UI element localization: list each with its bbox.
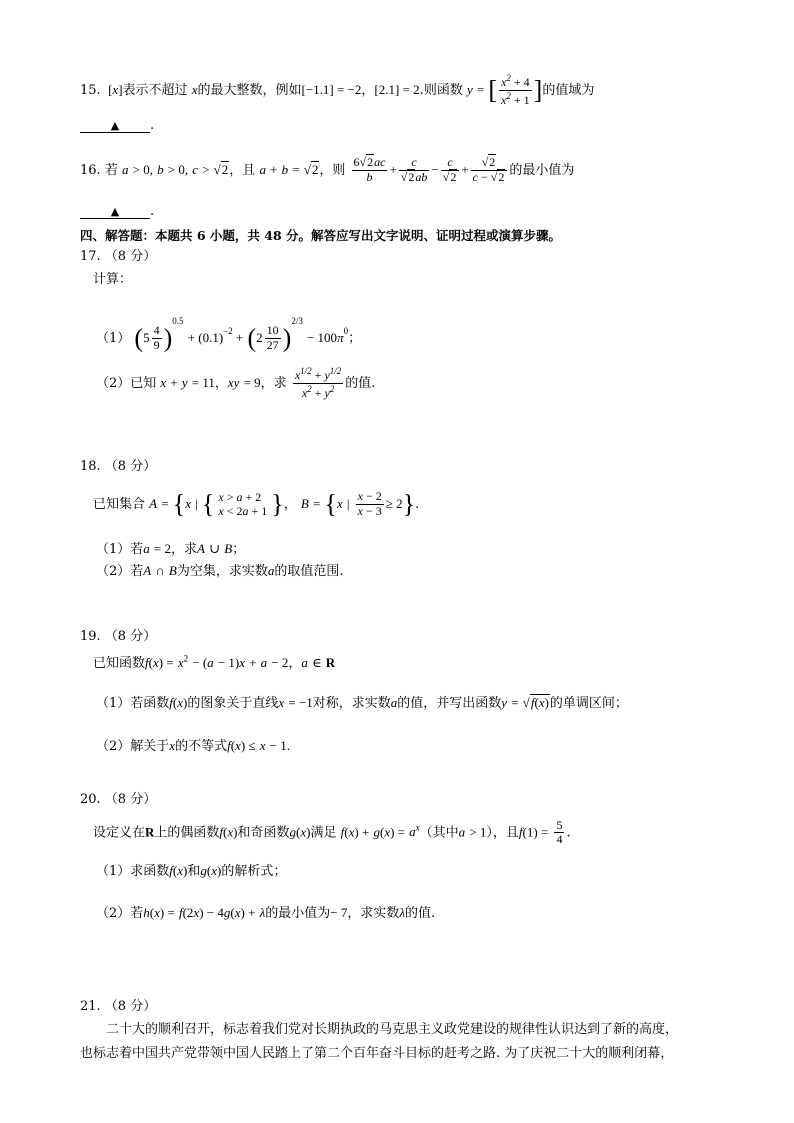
fraction: $\frac{10}{27}$ bbox=[266, 323, 279, 352]
part-label: （2）若 bbox=[96, 906, 144, 921]
question-15: 15. [x]表示不超过 x的最大整数，例如[−1.1] = −2，[2.1] = 2.则函数 y = [ $\frac{x^2 + 4}{x^2 + 1}$ ]的值域为 bbox=[80, 73, 595, 107]
question-21-head: 21. （8 分） bbox=[80, 999, 157, 1014]
math-expression: y bbox=[466, 82, 473, 97]
math-expression: a bbox=[121, 162, 129, 177]
question-19-intro: 已知函数$f(x) = x^2 - (a - 1)x + a - 2$，a ∈ R bbox=[93, 653, 336, 671]
question-text: （其中 bbox=[419, 825, 459, 841]
question-text: 和 bbox=[187, 864, 201, 879]
question-text: 的最小值为 bbox=[265, 906, 331, 921]
question-text: 和奇函数 bbox=[237, 825, 290, 841]
question-17-part-2: （2）已知 x + y = 11，xy = 9，求 $\frac{x^{1/2} + y^{1/2}}{x^2 + y^2}$ 的值. bbox=[96, 366, 376, 400]
question-17-intro: 计算： bbox=[93, 272, 133, 287]
part-label: （1）若 bbox=[96, 542, 144, 557]
question-text: 的值. bbox=[345, 376, 376, 391]
question-text: 的值. bbox=[404, 906, 436, 921]
question-19-head: 19. （8 分） bbox=[80, 629, 157, 644]
math-expression: x bbox=[112, 82, 119, 97]
question-text: 的不等式 bbox=[175, 739, 228, 754]
question-text: 则 bbox=[332, 163, 346, 178]
answer-blank[interactable]: ▲ . bbox=[80, 118, 154, 133]
question-text: 满足 bbox=[310, 825, 337, 841]
part-label: （1）求函数 bbox=[96, 864, 170, 879]
question-text: ），且 bbox=[486, 825, 519, 841]
question-text: 的值域为 bbox=[542, 83, 595, 98]
fraction: $\frac{√2}{c - √2}$ bbox=[471, 156, 508, 185]
section-heading: 四、解答题：本题共 6 小题，共 48 分。解答应写出文字说明、证明过程或演算步骤。 bbox=[80, 228, 562, 243]
math-expression: ] bbox=[118, 82, 123, 97]
answer-blank[interactable]: ▲ . bbox=[80, 204, 154, 219]
fraction: $\frac{4}{9}$ bbox=[153, 323, 160, 352]
question-18-head: 18. （8 分） bbox=[80, 459, 157, 474]
triangle-icon: ▲ bbox=[110, 119, 120, 132]
inequality-system: x > a + 2 x < 2a + 1 bbox=[218, 489, 268, 518]
part-label: （1） bbox=[96, 331, 131, 346]
question-number: 16. bbox=[80, 163, 101, 178]
math-expression: [ bbox=[104, 82, 113, 97]
math-example: [−1.1] = −2 bbox=[301, 82, 362, 97]
question-20-intro: 设定义在R上的偶函数f(x)和奇函数g(x)满足 $f(x) + g(x) = a^x$（其中a > 1），且f(1) = $\frac{5}{4}$ . bbox=[93, 817, 571, 847]
question-text: 的单调区间； bbox=[549, 696, 628, 711]
question-21-line-2: 也标志着中国共产党带领中国人民踏上了第二个百年奋斗目标的赶考之路. 为了庆祝二十大的顺利闭幕， bbox=[80, 1046, 674, 1061]
question-text: 若 bbox=[104, 163, 118, 178]
fraction: $\frac{c}{√2ab}$ bbox=[400, 155, 428, 184]
question-16: 16. 若 a > 0, b > 0, c > √2，且 a + b = √2，则 $\frac{6√2ac}{b}$ + $\frac{c}{√2ab}$ − $\frac{c}{√2}$ + $\frac{√2}{c - √2}$ 的最小值为 bbox=[80, 155, 575, 184]
question-text: 的取值范围. bbox=[274, 564, 344, 579]
part-label: （2）解关于 bbox=[96, 739, 170, 754]
question-text: 对称，求实数 bbox=[312, 696, 391, 711]
part-label: （2）若 bbox=[96, 564, 144, 579]
fraction: $\frac{x^{1/2} + y^{1/2}}{x^2 + y^2}$ bbox=[294, 366, 342, 400]
question-17-head: 17. （8 分） bbox=[80, 249, 157, 264]
fraction: $\frac{x^2 + 4}{x^2 + 1}$ bbox=[501, 73, 530, 107]
question-text: 的值，并写出函数 bbox=[397, 696, 502, 711]
question-text: 的最小值为 bbox=[509, 163, 575, 178]
triangle-icon: ▲ bbox=[110, 205, 120, 218]
question-20-head: 20. （8 分） bbox=[80, 792, 157, 807]
question-text: 表示不超过 bbox=[122, 83, 188, 98]
part-label: （2）已知 bbox=[96, 376, 157, 391]
question-17-part-1: （1） (5 $\frac{4}{9}$ )$^{0.5} + (0.1)^{-2} + (2$ $\frac{10}{27}$ )$^{2/3} - 100\pi^0$； bbox=[96, 316, 362, 353]
question-18-part-2: （2）若A ∩ B为空集，求实数a的取值范围. bbox=[96, 563, 344, 579]
question-20-part-1: （1）求函数f(x)和g(x)的解析式； bbox=[96, 863, 287, 879]
question-19-part-1: （1）若函数f(x)的图象关于直线x = −1对称，求实数a的值，并写出函数y = √f(x)的单调区间； bbox=[96, 695, 628, 711]
question-20-part-2: （2）若h(x) = f(2x) − 4g(x) + λ的最小值为− 7，求实数λ的值. bbox=[96, 905, 436, 921]
question-text: 的图象关于直线 bbox=[187, 696, 279, 711]
question-text: 且 bbox=[242, 163, 256, 178]
question-text: 求 bbox=[273, 376, 287, 391]
question-text: 已知集合 bbox=[93, 497, 146, 512]
math-expression: x bbox=[191, 82, 198, 97]
part-label: （1）若函数 bbox=[96, 696, 170, 711]
question-text: ，求实数 bbox=[347, 906, 400, 921]
math-example: [2.1] = 2 bbox=[374, 82, 420, 97]
fraction: $\frac{5}{4}$ bbox=[556, 817, 563, 847]
question-text: 为空集，求实数 bbox=[176, 564, 268, 579]
question-text: 求 bbox=[184, 542, 198, 557]
question-18-part-1: （1）若a = 2，求A ∪ B； bbox=[96, 541, 246, 557]
question-text: 则函数 bbox=[423, 83, 463, 98]
question-text: 上的偶函数 bbox=[154, 825, 220, 841]
question-text: 已知函数 bbox=[93, 656, 146, 671]
question-text: 的解析式； bbox=[221, 864, 287, 879]
question-18-intro: 已知集合 A = {x | { x > a + 2 x < 2a + 1 }， B = {x | $\frac{x - 2}{x - 3}$ ≥ 2}. bbox=[93, 489, 420, 519]
question-number: 15. bbox=[80, 83, 101, 98]
question-text: 的最大整数，例如 bbox=[197, 83, 302, 98]
fraction: $\frac{6√2ac}{b}$ bbox=[353, 155, 386, 184]
fraction: $\frac{x - 2}{x - 3}$ bbox=[357, 489, 382, 518]
question-19-part-2: （2）解关于x的不等式f(x) ≤ x − 1. bbox=[96, 738, 290, 754]
fraction: $\frac{c}{√2}$ bbox=[441, 156, 460, 185]
question-21-line-1: 二十大的顺利召开，标志着我们党对长期执政的马克思主义政党建设的规律性认识达到了新的高度， bbox=[106, 1022, 679, 1037]
question-text: 设定义在 bbox=[93, 825, 146, 841]
